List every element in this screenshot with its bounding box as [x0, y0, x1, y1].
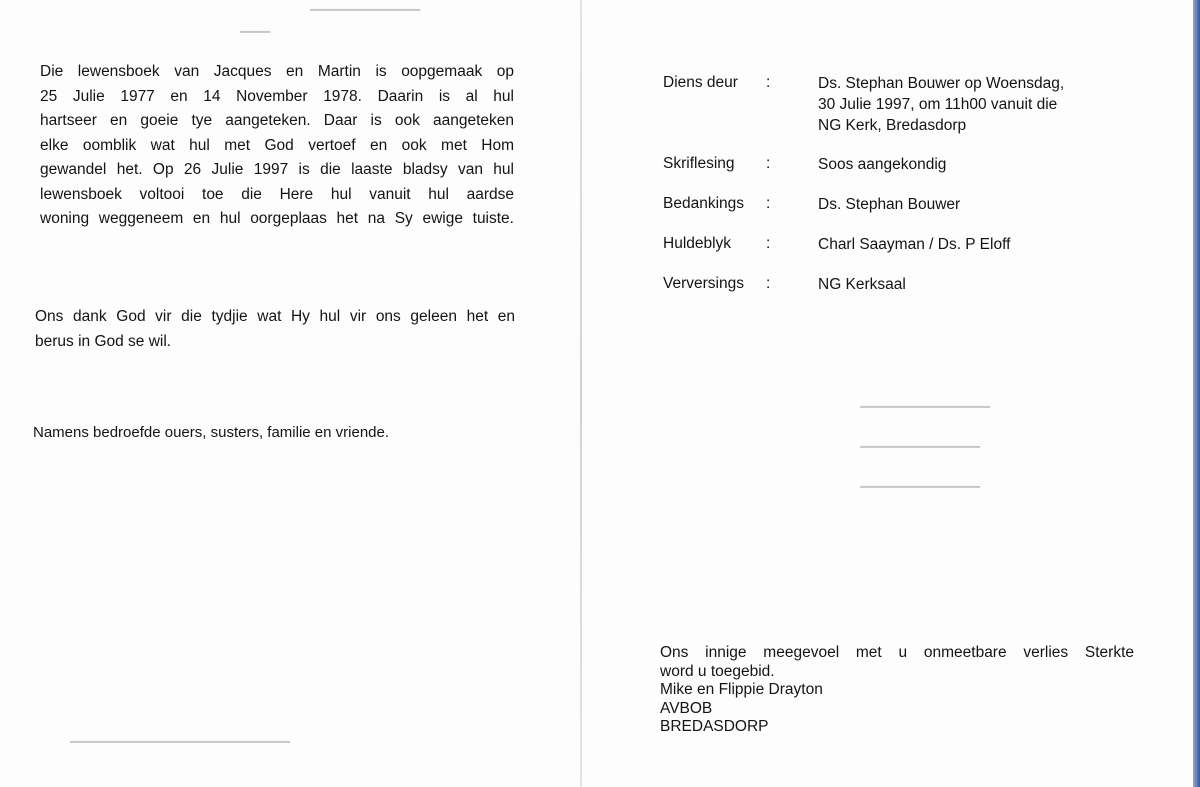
service-value-line: Ds. Stephan Bouwer op Woensdag,: [818, 75, 1065, 92]
service-label: Huldeblyk: [663, 235, 732, 252]
bleed-through-mark: ▔▔▔▔▔▔▔▔▔▔▔▔▔: [860, 406, 990, 421]
service-row-skriflesing: [663, 154, 1133, 194]
paragraph-line: lewensboek voltooi toe die Here hul vanuit hul aardse: [40, 185, 514, 203]
service-separator: :: [766, 74, 771, 91]
service-row-diens: [663, 73, 1133, 154]
service-value: [818, 274, 1128, 295]
paragraph-line: berus in God se wil.: [35, 332, 172, 350]
service-value: [818, 154, 1128, 175]
service-row-bedankings: [663, 194, 1133, 234]
scan-edge: [1193, 0, 1200, 787]
life-book-paragraph: [40, 60, 514, 232]
condolence-message: [660, 644, 1134, 737]
bleed-through-mark: ▔▔▔▔▔▔▔▔▔▔▔▔: [860, 486, 980, 501]
service-label: Skriflesing: [663, 155, 735, 172]
service-details: [663, 73, 1133, 314]
service-separator: :: [766, 235, 771, 252]
condolence-line: word u toegebid.: [660, 662, 775, 680]
paragraph-line: Die lewensboek van Jacques en Martin is oopgemaak op: [40, 63, 514, 80]
bleed-through-mark: ▔▔▔: [240, 31, 270, 46]
service-value-line: Ds. Stephan Bouwer: [818, 196, 961, 213]
family-sign-off: Namens bedroefde ouers, susters, familie en vriende.: [33, 424, 390, 441]
page-fold: [580, 0, 582, 787]
condolence-line: Ons innige meegevoel met u onmeetbare verlies Sterkte: [660, 644, 1134, 661]
gratitude-paragraph: [35, 305, 515, 354]
service-value-line: 30 Julie 1997, om 11h00 vanuit die: [818, 96, 1058, 113]
service-value-line: NG Kerk, Bredasdorp: [818, 117, 967, 134]
bleed-through-mark: ▔▔▔▔▔▔▔▔▔▔▔▔▔▔▔▔▔▔▔▔▔▔: [70, 741, 290, 756]
service-value-line: Soos aangekondig: [818, 156, 947, 173]
service-value: [818, 194, 1128, 215]
paragraph-line: 25 Julie 1977 en 14 November 1978. Daarin is al hul: [40, 87, 514, 105]
service-label: Verversings: [663, 275, 744, 292]
service-value-line: Charl Saayman / Ds. P Eloff: [818, 236, 1011, 253]
service-row-huldeblyk: [663, 234, 1133, 274]
service-value-line: NG Kerksaal: [818, 276, 906, 293]
paragraph-line: hartseer en goeie tye aangeteken. Daar is ook aangeteken: [40, 112, 514, 129]
service-separator: :: [766, 275, 771, 292]
paragraph-line: Ons dank God vir die tydjie wat Hy hul vir ons geleen het en: [35, 308, 515, 325]
paragraph-line: woning weggeneem en hul oorgeplaas het na Sy ewige tuiste.: [40, 210, 514, 227]
undertaker-name: AVBOB: [660, 699, 713, 717]
condolence-signatories: Mike en Flippie Drayton: [660, 681, 823, 698]
service-value: [818, 73, 1128, 136]
service-label: Diens deur: [663, 74, 738, 91]
service-value: [818, 234, 1128, 255]
service-separator: :: [766, 195, 771, 212]
service-separator: :: [766, 155, 771, 172]
service-label: Bedankings: [663, 195, 745, 212]
paragraph-line: elke oomblik wat hul met God vertoef en ook met Hom: [40, 136, 514, 154]
service-row-verversings: [663, 274, 1133, 314]
bleed-through-mark: ▔▔▔▔▔▔▔▔▔▔▔: [310, 9, 420, 24]
undertaker-town: BREDASDORP: [660, 718, 769, 735]
bleed-through-mark: ▔▔▔▔▔▔▔▔▔▔▔▔: [860, 446, 980, 461]
paragraph-line: gewandel het. Op 26 Julie 1997 is die laaste bladsy van hul: [40, 161, 514, 178]
